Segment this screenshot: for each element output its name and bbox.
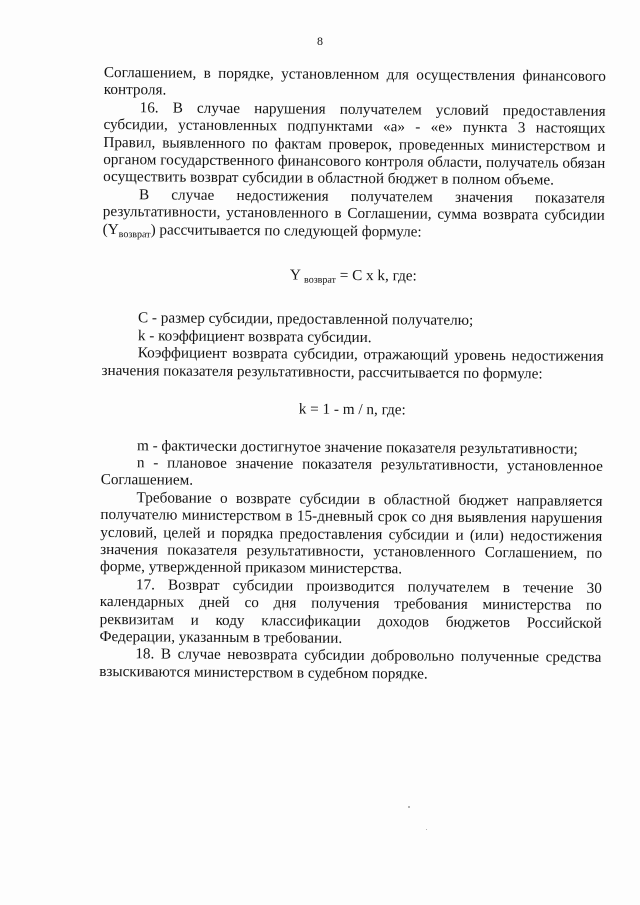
paragraph-18: 18. В случае невозврата субсидии добровольно полученные средства взыскиваются министерством в судебном порядке.	[99, 645, 602, 683]
formula-text: = C x k, где:	[335, 266, 417, 285]
subscript: возврат	[118, 228, 151, 241]
paragraph-requirement: Требование о возврате субсидии в областной бюджет направляется получателю министерством в 15-дневный срок со дня выявления нарушения условий, целей и порядка предоставления субсидии и (или) недостижения значения показателя результативности, установленного Соглашением, по форме, утвержденной приказом министерства.	[99, 488, 603, 578]
paragraph-return-calculation	[103, 186, 605, 247]
definition-k: k - коэффициент возврата субсидии.	[137, 327, 372, 346]
document-body	[99, 64, 606, 684]
page-number: 8	[317, 34, 323, 48]
formula-symbol: Y	[289, 266, 301, 284]
paragraph-continuation: Соглашением, в порядке, установленном для осуществления финансового контроля.	[103, 64, 606, 99]
paragraph-17: 17. Возврат субсидии производится получателем в течение 30 календарных дней со дня получения требования министерства по реквизитам и коду классификации доходов бюджетов Российской Федерации, указанным в требовании.	[99, 576, 602, 647]
paragraph-16: 16. В случае нарушения получателем условий предоставления субсидии, установленных подпунктами «а» - «е» пункта 3 настоящих Правил, выявленного по фактам проверок, проведенных министерством и органом государственного финансового контроля области, получатель обязан осуществить возврат субсидии в областной бюджет в полном объеме.	[103, 99, 606, 189]
paragraph-text: ) рассчитывается по следующей формуле:	[150, 221, 422, 241]
definition-c: C - размер субсидии, предоставленной получателю;	[137, 309, 474, 330]
scan-speck	[426, 829, 427, 830]
formula-return-amount	[102, 265, 604, 291]
definition-m: m - фактически достигнутое значение показателя результативности;	[136, 436, 578, 458]
formula-subscript: возврат	[304, 274, 336, 286]
scan-speck	[408, 806, 410, 808]
definition-n: n - плановое значение показателя результативности, установленное Соглашением.	[100, 454, 603, 490]
paragraph-text: В случае недостижения получателем значения показателя результативности, установленного в Соглашении, сумма возврата субсидии (Y	[102, 186, 606, 238]
paragraph-coefficient: Коэффициент возврата субсидии, отражающий уровень недостижения значения показателя результативности, рассчитывается по формуле:	[101, 344, 604, 383]
formula-coefficient: k = 1 - m / n, где:	[298, 400, 406, 419]
